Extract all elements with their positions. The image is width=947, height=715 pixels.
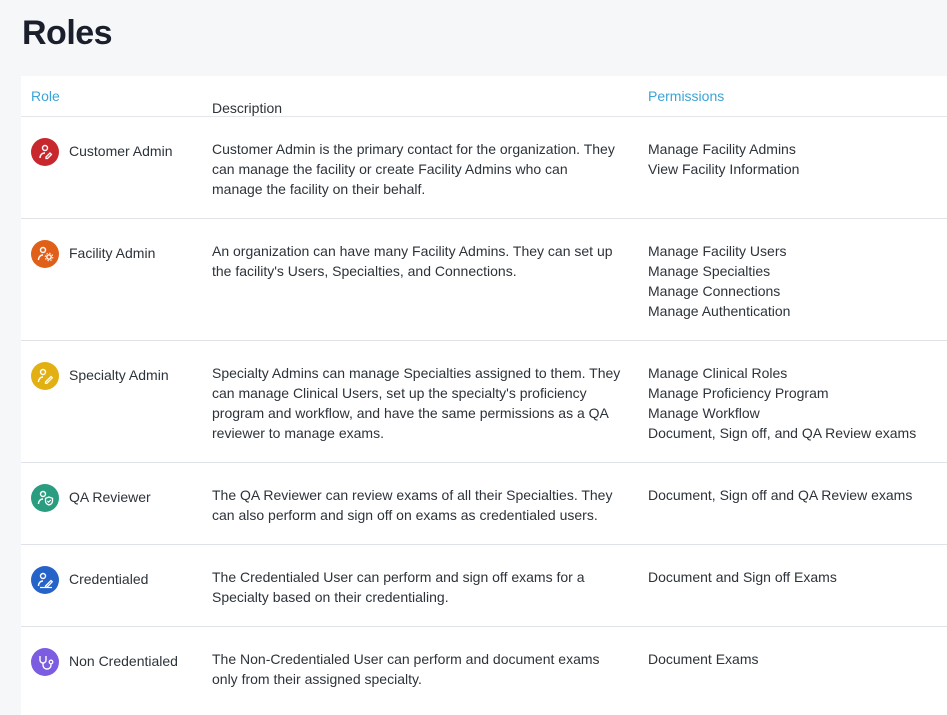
column-header-description[interactable]: Description (212, 100, 283, 116)
role-permissions (648, 485, 943, 505)
facility-admin-icon (31, 240, 59, 268)
specialty-admin-icon (31, 362, 59, 390)
permission-item: Document Exams (648, 651, 759, 667)
permission-item: Document and Sign off Exams (648, 569, 837, 585)
role-name: QA Reviewer (69, 489, 151, 505)
customer-admin-icon (31, 138, 59, 166)
column-header-role[interactable]: Role (31, 88, 60, 104)
permission-item: Document, Sign off, and QA Review exams (648, 425, 917, 441)
role-description: The QA Reviewer can review exams of all their Specialties. They can also perform and sign off on exams as credentialed users. (212, 487, 613, 523)
permission-item: Manage Facility Users (648, 243, 787, 259)
role-name: Facility Admin (69, 245, 156, 261)
page-title: Roles (22, 14, 113, 52)
role-name: Credentialed (69, 571, 149, 587)
role-permissions (648, 567, 943, 587)
credentialed-icon (31, 566, 59, 594)
role-description: The Non-Credentialed User can perform and document exams only from their assigned specialty. (212, 651, 600, 687)
permission-item: Manage Authentication (648, 303, 791, 319)
permission-item: Manage Proficiency Program (648, 385, 829, 401)
permission-item: Document, Sign off and QA Review exams (648, 487, 913, 503)
permission-item: View Facility Information (648, 161, 800, 177)
role-description: An organization can have many Facility Admins. They can set up the facility's Users, Specialties, and Connections. (212, 243, 613, 279)
permission-item: Manage Facility Admins (648, 141, 796, 157)
role-permissions (648, 139, 943, 179)
table-row[interactable] (21, 463, 947, 545)
role-name: Non Credentialed (69, 653, 178, 669)
table-row[interactable] (21, 545, 947, 627)
table-row[interactable] (21, 219, 947, 341)
permission-item: Manage Clinical Roles (648, 365, 788, 381)
role-permissions (648, 363, 943, 443)
column-header-permissions[interactable]: Permissions (648, 88, 725, 104)
permission-item: Manage Specialties (648, 263, 771, 279)
table-row[interactable] (21, 117, 947, 219)
role-description: Specialty Admins can manage Specialties assigned to them. They can manage Clinical Users, set up the specialty's proficiency program and workflow, and have the same permissions as a QA reviewer to manage exams. (212, 365, 621, 441)
table-row[interactable] (21, 627, 947, 708)
roles-table (21, 76, 947, 715)
qa-reviewer-icon (31, 484, 59, 512)
role-permissions (648, 241, 943, 321)
role-description: Customer Admin is the primary contact for the organization. They can manage the facility or create Facility Admins who can manage the facility on their behalf. (212, 141, 615, 197)
permission-item: Manage Workflow (648, 405, 760, 421)
role-description: The Credentialed User can perform and sign off exams for a Specialty based on their credentialing. (212, 569, 585, 605)
role-name: Specialty Admin (69, 367, 169, 383)
permission-item: Manage Connections (648, 283, 781, 299)
table-body (21, 117, 947, 708)
table-row[interactable] (21, 341, 947, 463)
non-credentialed-icon (31, 648, 59, 676)
table-header (21, 76, 947, 117)
role-permissions (648, 649, 943, 669)
role-name: Customer Admin (69, 143, 173, 159)
